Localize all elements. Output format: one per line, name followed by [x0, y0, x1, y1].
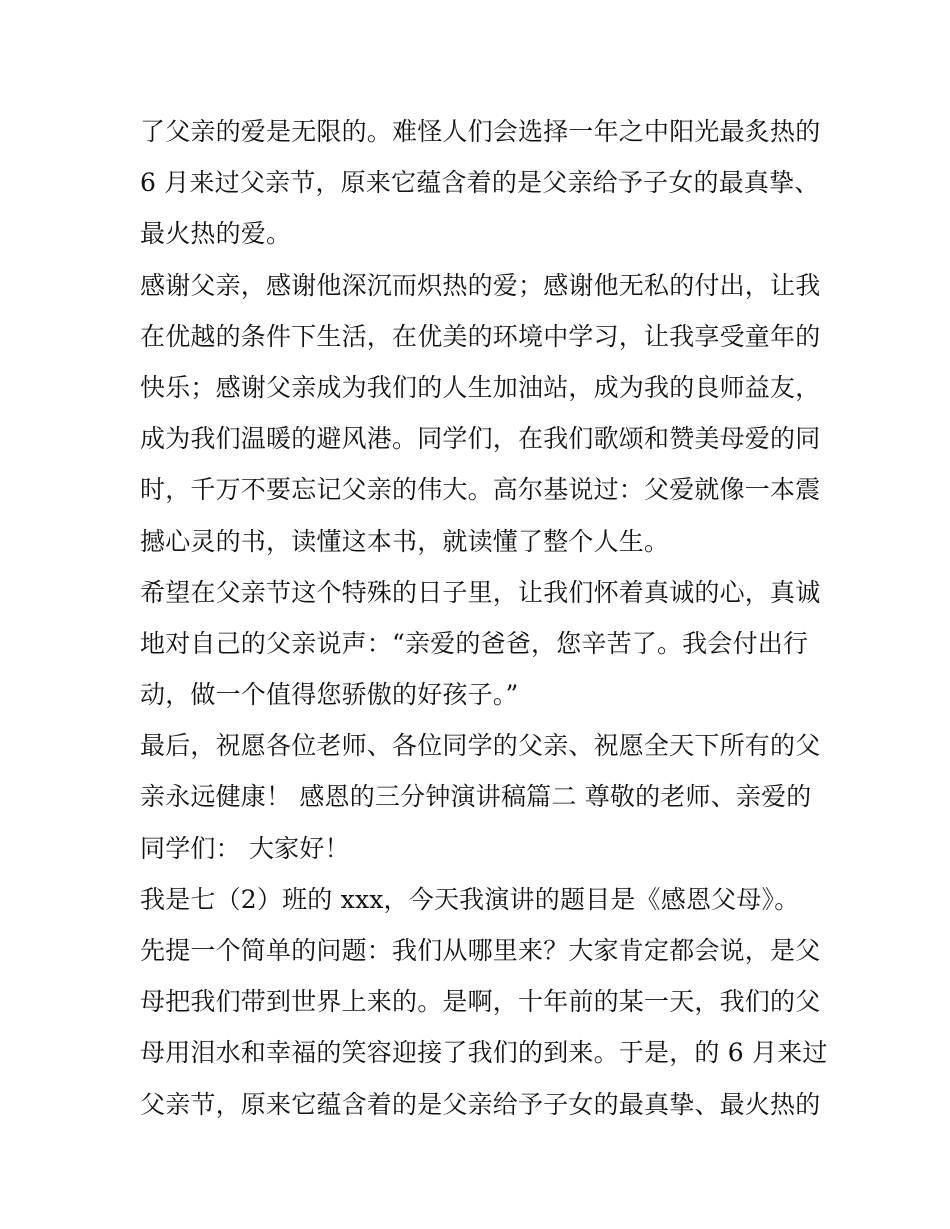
text-line: 同学们： 大家好！ — [140, 833, 350, 863]
text-line: 成为我们温暖的避风港。同学们，在我们歌颂和赞美母爱的同 — [140, 424, 821, 454]
text-line: 快乐；感谢父亲成为我们的人生加油站，成为我的良师益友， — [140, 372, 821, 402]
text-line: 动，做一个值得您骄傲的好孩子。” — [140, 680, 519, 710]
text-line: 最火热的爱。 — [140, 219, 292, 249]
body-text — [140, 106, 828, 1130]
text-line: 母把我们带到世界上来的。是啊，十年前的某一天，我们的父 — [140, 987, 821, 1017]
text-line: 我是七（2）班的 xxx，今天我演讲的题目是《感恩父母》。 — [140, 884, 800, 914]
text-line: 了父亲的爱是无限的。难怪人们会选择一年之中阳光最炙热的 — [140, 117, 821, 146]
text-line: 最后，祝愿各位老师、各位同学的父亲、祝愿全天下所有的父 — [140, 731, 821, 761]
text-line: 父亲节，原来它蕴含着的是父亲给予子女的最真挚、最火热的 — [140, 1089, 821, 1119]
text-line: 在优越的条件下生活，在优美的环境中学习，让我享受童年的 — [140, 321, 821, 351]
text-line: 母用泪水和幸福的笑容迎接了我们的到来。于是，的 6 月来过 — [140, 1038, 828, 1068]
text-line: 时，千万不要忘记父亲的伟大。高尔基说过：父爱就像一本震 — [140, 475, 821, 505]
text-line: 先提一个简单的问题：我们从哪里来？大家肯定都会说，是父 — [140, 936, 821, 965]
text-line: 亲永远健康！ 感恩的三分钟演讲稿篇二 尊敬的老师、亲爱的 — [140, 782, 812, 812]
text-line: 地对自己的父亲说声：“亲爱的爸爸，您辛苦了。我会付出行 — [140, 628, 809, 658]
text-line: 感谢父亲，感谢他深沉而炽热的爱；感谢他无私的付出，让我 — [140, 270, 821, 300]
text-line: 6 月来过父亲节，原来它蕴含着的是父亲给予子女的最真挚、 — [140, 168, 820, 198]
text-line: 希望在父亲节这个特殊的日子里，让我们怀着真诚的心，真诚 — [140, 577, 821, 607]
text-line: 撼心灵的书，读懂这本书，就读懂了整个人生。 — [140, 526, 670, 556]
